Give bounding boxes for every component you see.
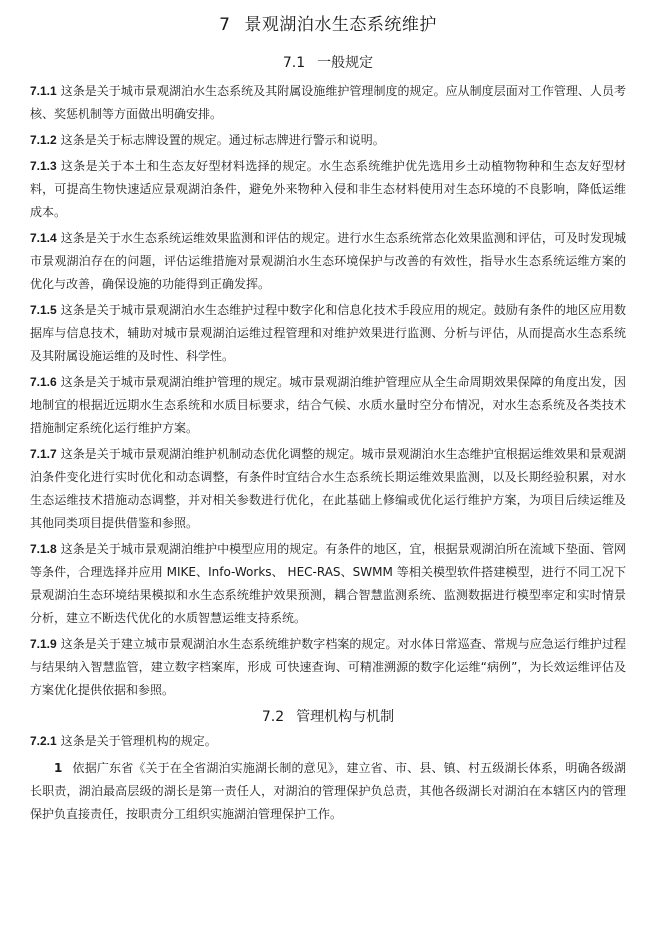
list-item [30, 757, 626, 826]
section-title-text: 管理机构与机制 [296, 709, 395, 725]
clause-text: 这条是关于建立城市景观湖泊水生态系统维护数字档案的规定。对水体日常巡查、常规与应急运行维护过程与结果纳入智慧监管，建立数字档案库，形成 可快速查询、可精准溯源的数字化运维“病例”，为长效运维评估及方案优化提供依据和参照。 [30, 637, 626, 697]
chapter-title-text: 景观湖泊水生态系统维护 [244, 15, 437, 35]
clause-7-1-6 [30, 371, 626, 440]
clause-7-1-1 [30, 80, 626, 126]
clause-number: 7.1.6 [30, 375, 57, 389]
clause-text: 这条是关于本土和生态友好型材料选择的规定。水生态系统维护优先选用乡土动植物物种和生态友好型材料，可提高生物快速适应景观湖泊条件，避免外来物种入侵和非生态材料使用对生态环境的不良影响，降低运维成本。 [30, 159, 626, 219]
clause-7-1-4 [30, 227, 626, 296]
clause-7-1-7 [30, 443, 626, 535]
section-title-text: 一般规定 [317, 55, 374, 71]
clause-number: 7.1.9 [30, 637, 57, 651]
clause-number: 7.1.3 [30, 159, 57, 173]
clause-text: 这条是关于城市景观湖泊维护管理的规定。城市景观湖泊维护管理应从全生命周期效果保障的角度出发，因地制宜的根据近远期水生态系统和水质目标要求，结合气候、水质水量时空分布情况，对水生态系统及各类技术措施制定系统化运行维护方案。 [30, 375, 626, 435]
clause-text: 这条是关于标志牌设置的规定。通过标志牌进行警示和说明。 [60, 133, 385, 147]
clause-7-2-1 [30, 730, 626, 753]
section-title-7-1 [30, 52, 626, 74]
clause-text: 这条是关于城市景观湖泊水生态系统及其附属设施维护管理制度的规定。应从制度层面对工作管理、人员考核、奖惩机制等方面做出明确安排。 [30, 84, 626, 121]
clause-7-1-9 [30, 633, 626, 702]
clause-number: 7.2.1 [30, 734, 57, 748]
clause-7-1-2 [30, 129, 626, 152]
clause-number: 7.1.2 [30, 133, 57, 147]
clause-text: 这条是关于城市景观湖泊维护中模型应用的规定。有条件的地区，宜，根据景观湖泊所在流域下垫面、管网等条件，合理选择并应用 MIKE、Info-Works、 HEC-RAS、SWMM 等相关模型软件搭建模型，进行不同工况下景观湖泊生态环境结果模拟和水生态系统维护效果预测，耦合智慧监测系统、监测数据进行模型率定和实时情景分析，建立不断迭代优化的水质智慧运维支持系统。 [30, 542, 626, 625]
clause-text: 这条是关于城市景观湖泊水生态维护过程中数字化和信息化技术手段应用的规定。鼓励有条件的地区应用数据库与信息技术，辅助对城市景观湖泊运维过程管理和对维护效果进行监测、分析与评估，从而提高水生态系统及其附属设施运维的及时性、科学性。 [30, 303, 626, 363]
clause-text: 这条是关于水生态系统运维效果监测和评估的规定。进行水生态系统常态化效果监测和评估，可及时发现城市景观湖泊存在的问题，评估运维措施对景观湖泊水生态环境保护与改善的有效性，指导水生态系统运维方案的优化与改善，确保设施的功能得到正确发挥。 [30, 231, 626, 291]
section-number: 7.1 [282, 55, 306, 71]
clause-number: 7.1.8 [30, 542, 57, 556]
clause-7-1-8 [30, 538, 626, 630]
clause-7-1-3 [30, 155, 626, 224]
clause-number: 7.1.4 [30, 231, 57, 245]
section-number: 7.2 [261, 709, 285, 725]
clause-text: 这条是关于管理机构的规定。 [60, 734, 217, 748]
clause-text: 这条是关于城市景观湖泊维护机制动态优化调整的规定。城市景观湖泊水生态维护宜根据运维效果和景观湖泊条件变化进行实时优化和动态调整，有条件时宜结合水生态系统长期运维效果监测，以及长期经验积累，对水生态运维技术措施动态调整，并对相关参数进行优化，在此基础上修编或优化运行维护方案，为项目后续运维及其他同类项目提供借鉴和参照。 [30, 447, 626, 530]
section-title-7-2 [30, 706, 626, 728]
clause-number: 7.1.5 [30, 303, 57, 317]
item-number: 1 [54, 761, 63, 775]
clause-number: 7.1.7 [30, 447, 57, 461]
chapter-title [30, 12, 626, 38]
chapter-number: 7 [219, 15, 231, 35]
clause-number: 7.1.1 [30, 84, 57, 98]
item-text: 依据广东省《关于在全省湖泊实施湖长制的意见》，建立省、市、县、镇、村五级湖长体系，明确各级湖长职责，湖泊最高层级的湖长是第一责任人，对湖泊的管理保护负总责，其他各级湖长对湖泊在本辖区内的管理保护负直接责任，按职责分工组织实施湖泊管理保护工作。 [30, 761, 626, 821]
clause-7-1-5 [30, 299, 626, 368]
